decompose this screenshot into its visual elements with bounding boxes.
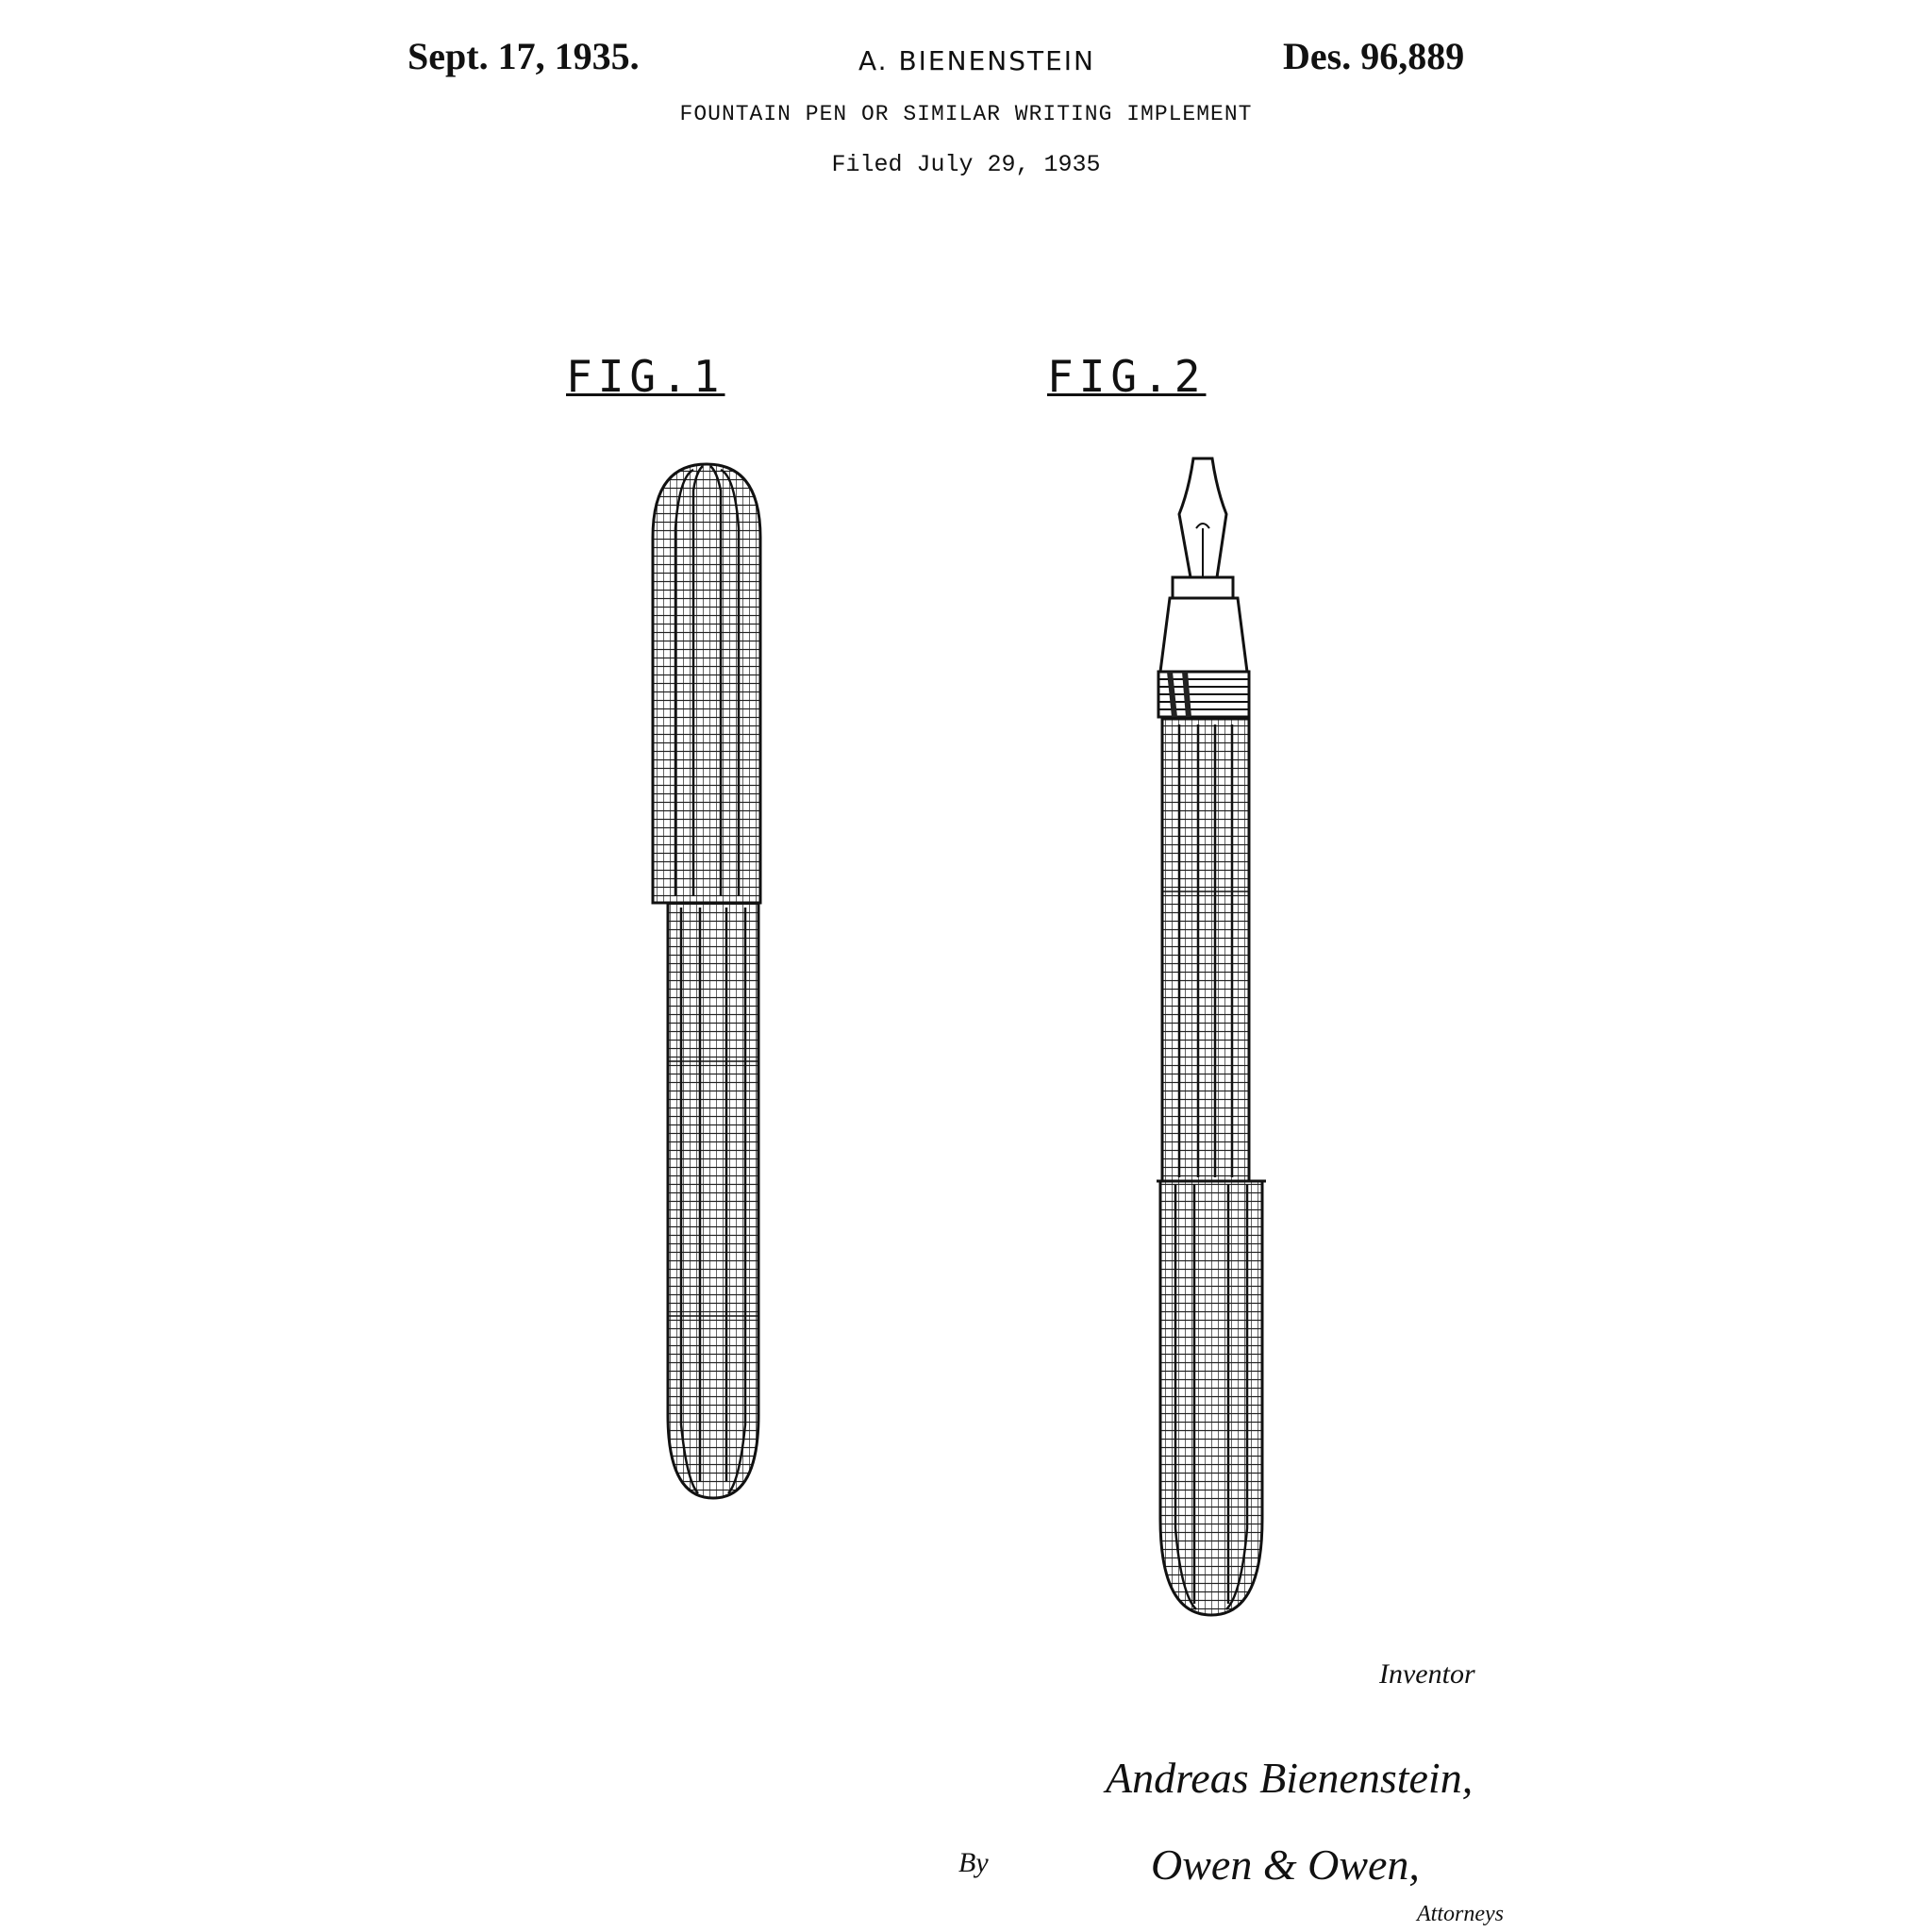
fig1-capped-pen (653, 464, 760, 1498)
attorney-signature: Owen & Owen, (1151, 1840, 1420, 1889)
fig2-label: FIG.2 (1047, 351, 1207, 402)
design-number: Des. 96,889 (1283, 35, 1465, 77)
by-label: By (958, 1847, 989, 1878)
fig1-cap (653, 464, 760, 903)
inventor-name: A. BIENENSTEIN (858, 45, 1095, 76)
fig2-open-pen (1157, 458, 1266, 1615)
fig1-label: FIG.1 (566, 351, 725, 402)
inventor-label: Inventor (1379, 1658, 1475, 1690)
filed-date: Filed July 29, 1935 (831, 151, 1101, 178)
attorneys-label: Attorneys (1417, 1902, 1504, 1926)
fig2-barrel (1162, 719, 1249, 1181)
patent-date: Sept. 17, 1935. (408, 35, 640, 77)
patent-title: FOUNTAIN PEN OR SIMILAR WRITING IMPLEMENT (679, 102, 1253, 126)
inventor-signature: Andreas Bienenstein, (1106, 1754, 1474, 1802)
